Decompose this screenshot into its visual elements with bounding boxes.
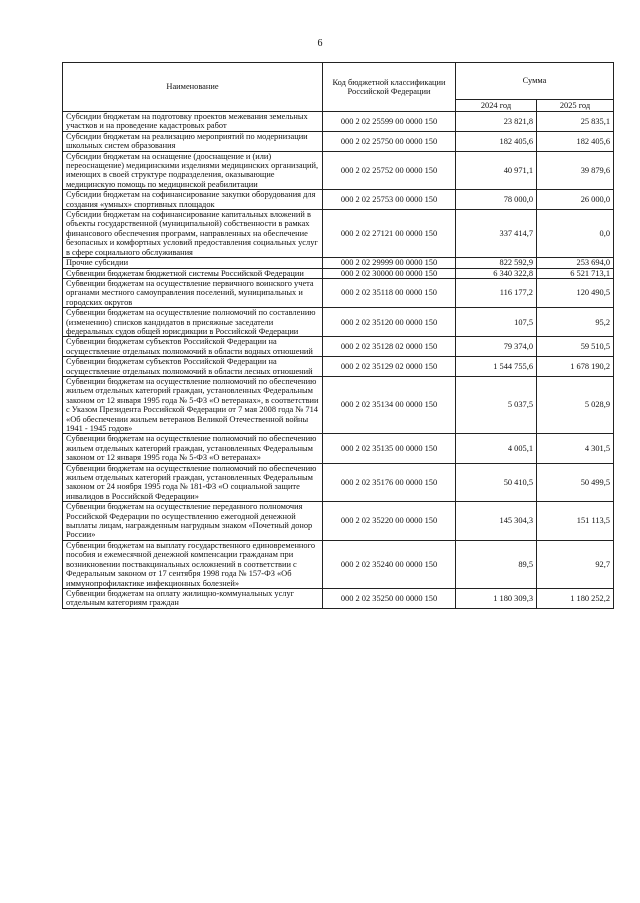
row-value-2025: 26 000,0 (537, 190, 614, 210)
row-code: 000 2 02 27121 00 0000 150 (323, 210, 456, 258)
row-name: Субсидии бюджетам на подготовку проектов межевания земельных участков и на проведение кадастровых работ (63, 112, 323, 132)
row-value-2025: 151 113,5 (537, 502, 614, 541)
row-code: 000 2 02 35240 00 0000 150 (323, 540, 456, 588)
row-code: 000 2 02 29999 00 0000 150 (323, 258, 456, 268)
row-code: 000 2 02 25753 00 0000 150 (323, 190, 456, 210)
row-value-2024: 116 177,2 (456, 278, 537, 307)
header-name: Наименование (63, 63, 323, 112)
row-value-2024: 79 374,0 (456, 337, 537, 357)
row-name: Субвенции бюджетам на осуществление полномочий по составлению (изменению) списков кандидатов в присяжные заседатели федеральных судов общей юрисдикции в Российской Федерации (63, 308, 323, 337)
row-value-2024: 40 971,1 (456, 151, 537, 190)
row-code: 000 2 02 35176 00 0000 150 (323, 463, 456, 502)
row-value-2025: 5 028,9 (537, 376, 614, 433)
table-row (63, 278, 614, 307)
header-code: Код бюджетной классификации Российской Федерации (323, 63, 456, 112)
table-row (63, 210, 614, 258)
row-name: Прочие субсидии (63, 258, 323, 268)
table-row (63, 131, 614, 151)
table-row (63, 258, 614, 268)
row-value-2024: 822 592,9 (456, 258, 537, 268)
row-code: 000 2 02 25752 00 0000 150 (323, 151, 456, 190)
row-value-2024: 4 005,1 (456, 434, 537, 463)
row-code: 000 2 02 35250 00 0000 150 (323, 588, 456, 608)
table-row (63, 337, 614, 357)
row-code: 000 2 02 35220 00 0000 150 (323, 502, 456, 541)
row-value-2024: 145 304,3 (456, 502, 537, 541)
row-code: 000 2 02 30000 00 0000 150 (323, 268, 456, 278)
row-code: 000 2 02 25599 00 0000 150 (323, 112, 456, 132)
row-name: Субвенции бюджетам на осуществление первичного воинского учета органами местного самоуправления поселений, муниципальных и городских округов (63, 278, 323, 307)
row-name: Субсидии бюджетам на софинансирование капитальных вложений в объекты государственной (муниципальной) собственности в рамках финансового обеспечения программ, направленных на обеспечение безопасных и комфортных условий предоставления социальных услуг в сфере социального обслуживания (63, 210, 323, 258)
table-row (63, 357, 614, 377)
row-name: Субвенции бюджетам субъектов Российской Федерации на осуществление отдельных полномочий в области водных отношений (63, 337, 323, 357)
row-code: 000 2 02 25750 00 0000 150 (323, 131, 456, 151)
row-value-2025: 6 521 713,1 (537, 268, 614, 278)
row-value-2024: 107,5 (456, 308, 537, 337)
row-value-2025: 92,7 (537, 540, 614, 588)
table-row (63, 588, 614, 608)
row-value-2025: 39 879,6 (537, 151, 614, 190)
row-value-2024: 5 037,5 (456, 376, 537, 433)
header-year-2024: 2024 год (456, 100, 537, 112)
table-row (63, 112, 614, 132)
table-row (63, 151, 614, 190)
table-row (63, 540, 614, 588)
row-code: 000 2 02 35128 02 0000 150 (323, 337, 456, 357)
row-value-2025: 59 510,5 (537, 337, 614, 357)
row-value-2024: 23 821,8 (456, 112, 537, 132)
table-row (63, 434, 614, 463)
row-name: Субвенции бюджетам на осуществление полномочий по обеспечению жильем отдельных категорий граждан, установленных Федеральным законом от 12 января 1995 года № 5-ФЗ «О ветеранах» (63, 434, 323, 463)
row-value-2024: 78 000,0 (456, 190, 537, 210)
table-header (63, 63, 614, 112)
page-number: 6 (317, 38, 323, 49)
row-value-2024: 1 180 309,3 (456, 588, 537, 608)
table-row (63, 268, 614, 278)
row-value-2025: 182 405,6 (537, 131, 614, 151)
row-value-2025: 95,2 (537, 308, 614, 337)
table-row (63, 190, 614, 210)
row-value-2024: 89,5 (456, 540, 537, 588)
table-row (63, 502, 614, 541)
row-value-2025: 1 678 190,2 (537, 357, 614, 377)
row-name: Субвенции бюджетам на оплату жилищно-коммунальных услуг отдельным категориям граждан (63, 588, 323, 608)
row-name: Субвенции бюджетам субъектов Российской Федерации на осуществление отдельных полномочий в области лесных отношений (63, 357, 323, 377)
row-value-2025: 50 499,5 (537, 463, 614, 502)
table-row (63, 463, 614, 502)
row-value-2025: 253 694,0 (537, 258, 614, 268)
row-value-2025: 120 490,5 (537, 278, 614, 307)
row-name: Субвенции бюджетам на осуществление полномочий по обеспечению жильем отдельных категорий граждан, установленных Федеральным законом от 12 января 1995 года № 5-ФЗ «О ветеранах», в соответствии с Указом Президента Российской Федерации от 7 мая 2008 года № 714 «Об обеспечении жильем ветеранов Великой Отечественной войны 1941 - 1945 годов» (63, 376, 323, 433)
row-value-2024: 182 405,6 (456, 131, 537, 151)
row-name: Субвенции бюджетам на осуществление полномочий по обеспечению жильем отдельных категорий граждан, установленных Федеральным законом от 24 ноября 1995 года № 181-ФЗ «О социальной защите инвалидов в Российской Федерации» (63, 463, 323, 502)
row-value-2024: 50 410,5 (456, 463, 537, 502)
row-value-2024: 337 414,7 (456, 210, 537, 258)
row-code: 000 2 02 35135 00 0000 150 (323, 434, 456, 463)
row-name: Субвенции бюджетам бюджетной системы Российской Федерации (63, 268, 323, 278)
row-code: 000 2 02 35129 02 0000 150 (323, 357, 456, 377)
row-code: 000 2 02 35120 00 0000 150 (323, 308, 456, 337)
row-name: Субсидии бюджетам на софинансирование закупки оборудования для создания «умных» спортивных площадок (63, 190, 323, 210)
budget-table (62, 62, 614, 609)
row-code: 000 2 02 35134 00 0000 150 (323, 376, 456, 433)
row-name: Субсидии бюджетам на оснащение (дооснащение и (или) переоснащение) медицинскими изделиями медицинских организаций, имеющих в своей структуре подразделения, оказывающие медицинскую помощь по медицинской реабилитации (63, 151, 323, 190)
row-value-2024: 1 544 755,6 (456, 357, 537, 377)
row-value-2024: 6 340 322,8 (456, 268, 537, 278)
row-code: 000 2 02 35118 00 0000 150 (323, 278, 456, 307)
row-name: Субвенции бюджетам на осуществление переданного полномочия Российской Федерации по осуществлению ежегодной денежной выплаты лицам, награжденным нагрудным знаком «Почетный донор России» (63, 502, 323, 541)
table-body (63, 112, 614, 609)
table-row (63, 308, 614, 337)
row-name: Субвенции бюджетам на выплату государственного единовременного пособия и ежемесячной денежной компенсации гражданам при возникновении поствакцинальных осложнений в соответствии с Федеральным законом от 17 сентября 1998 года № 157-ФЗ «Об иммунопрофилактике инфекционных болезней» (63, 540, 323, 588)
row-value-2025: 25 835,1 (537, 112, 614, 132)
header-year-2025: 2025 год (537, 100, 614, 112)
row-value-2025: 0,0 (537, 210, 614, 258)
row-value-2025: 4 301,5 (537, 434, 614, 463)
header-sum: Сумма (456, 63, 614, 100)
row-value-2025: 1 180 252,2 (537, 588, 614, 608)
row-name: Субсидии бюджетам на реализацию мероприятий по модернизации школьных систем образования (63, 131, 323, 151)
table-row (63, 376, 614, 433)
